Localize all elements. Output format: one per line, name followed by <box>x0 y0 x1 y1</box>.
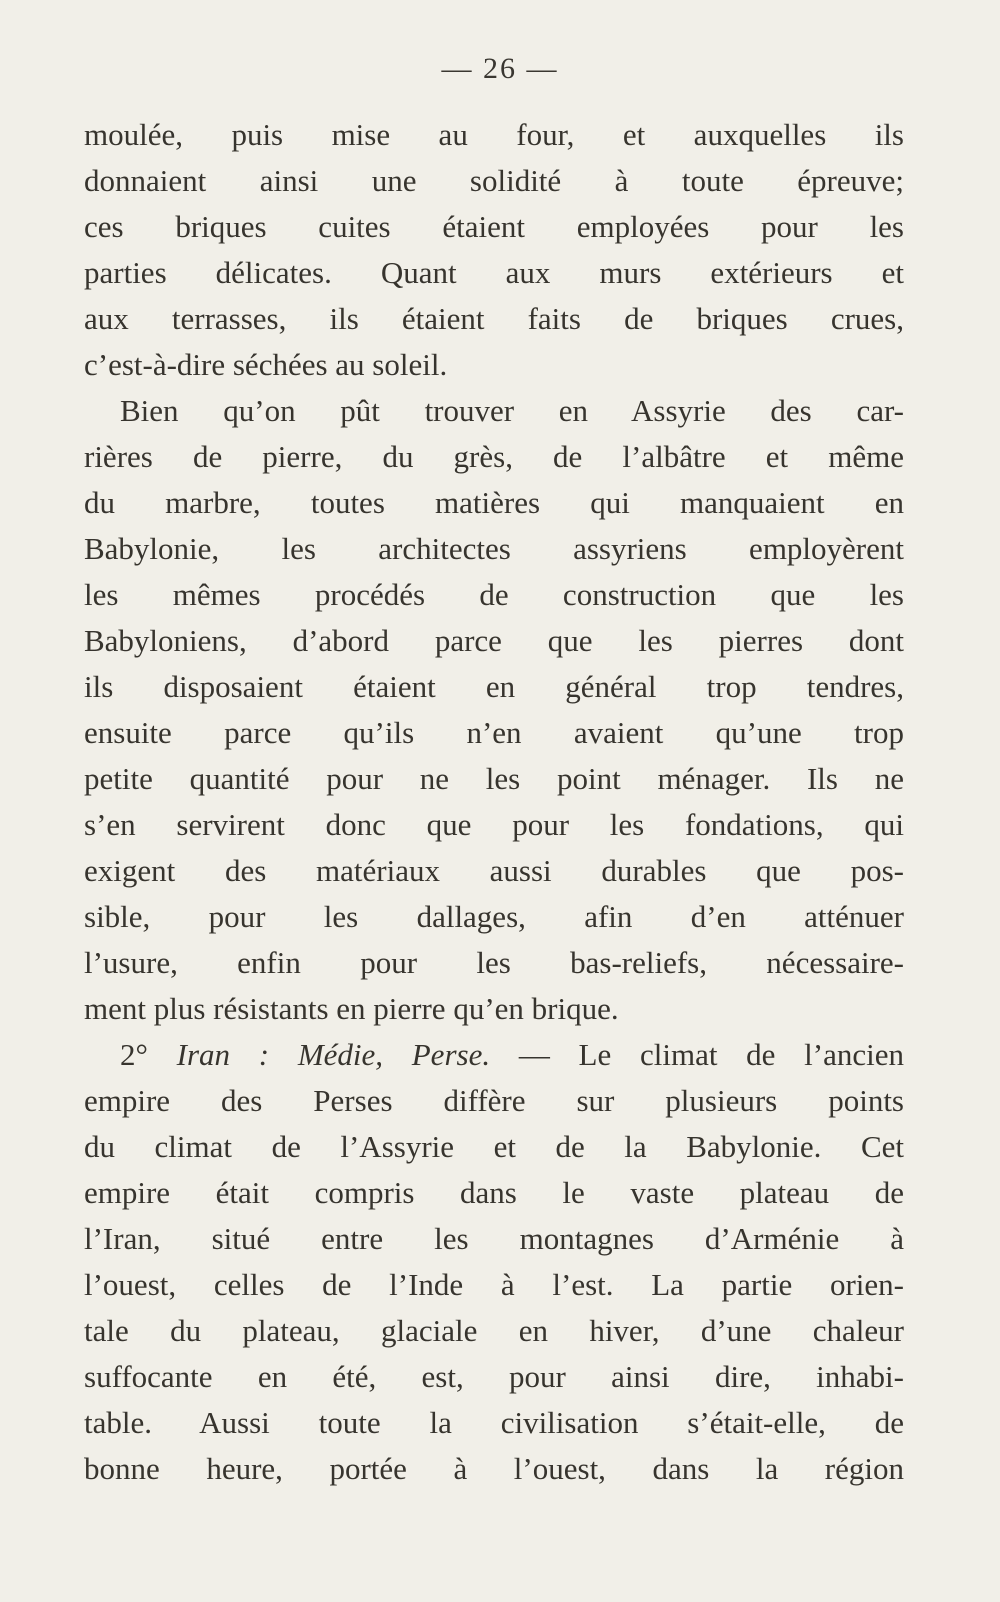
text-line: du marbre, toutes matières qui manquaient en <box>84 485 904 520</box>
text-fragment: — Le climat de l’ancien <box>518 1037 905 1072</box>
text-line: s’en servirent donc que pour les fondations, qui <box>84 807 904 842</box>
section-heading-line <box>120 1032 904 1078</box>
text-line: les mêmes procédés de construction que les <box>84 577 904 612</box>
text-line: l’usure, enfin pour les bas-reliefs, nécessaire- <box>84 945 904 980</box>
text-line: rières de pierre, du grès, de l’albâtre et même <box>84 439 904 474</box>
text-line: table. Aussi toute la civilisation s’était-elle, de <box>84 1405 904 1440</box>
text-line: ensuite parce qu’ils n’en avaient qu’une trop <box>84 715 904 750</box>
text-line: du climat de l’Assyrie et de la Babylonie. Cet <box>84 1129 904 1164</box>
text-line: ces briques cuites étaient employées pour les <box>84 209 904 244</box>
text-line: aux terrasses, ils étaient faits de briques crues, <box>84 301 904 336</box>
text-line: moulée, puis mise au four, et auxquelles ils <box>84 117 904 152</box>
text-line: donnaient ainsi une solidité à toute épreuve; <box>84 163 904 198</box>
text-line: suffocante en été, est, pour ainsi dire, inhabi- <box>84 1359 904 1394</box>
text-line: Babyloniens, d’abord parce que les pierres dont <box>84 623 904 658</box>
text-line: ils disposaient étaient en général trop tendres, <box>84 669 904 704</box>
text-line: l’ouest, celles de l’Inde à l’est. La partie orien- <box>84 1267 904 1302</box>
text-line: Babylonie, les architectes assyriens employèrent <box>84 531 904 566</box>
text-line: c’est-à-dire séchées au soleil. <box>84 347 448 382</box>
section-number: 2° <box>120 1037 148 1072</box>
text-line: Bien qu’on pût trouver en Assyrie des car- <box>120 393 904 428</box>
text-line: tale du plateau, glaciale en hiver, d’une chaleur <box>84 1313 904 1348</box>
text-line: ment plus résistants en pierre qu’en brique. <box>84 991 619 1026</box>
text-line: bonne heure, portée à l’ouest, dans la région <box>84 1451 904 1486</box>
text-line: empire était compris dans le vaste plateau de <box>84 1175 904 1210</box>
text-line: sible, pour les dallages, afin d’en atténuer <box>84 899 904 934</box>
text-line: empire des Perses diffère sur plusieurs points <box>84 1083 904 1118</box>
text-line: petite quantité pour ne les point ménager. Ils ne <box>84 761 904 796</box>
text-line: exigent des matériaux aussi durables que pos- <box>84 853 904 888</box>
page-number: — 26 — <box>441 52 559 85</box>
text-line: l’Iran, situé entre les montagnes d’Arménie à <box>84 1221 904 1256</box>
text-line: parties délicates. Quant aux murs extérieurs et <box>84 255 904 290</box>
section-title: Iran : Médie, Perse. <box>176 1037 491 1072</box>
